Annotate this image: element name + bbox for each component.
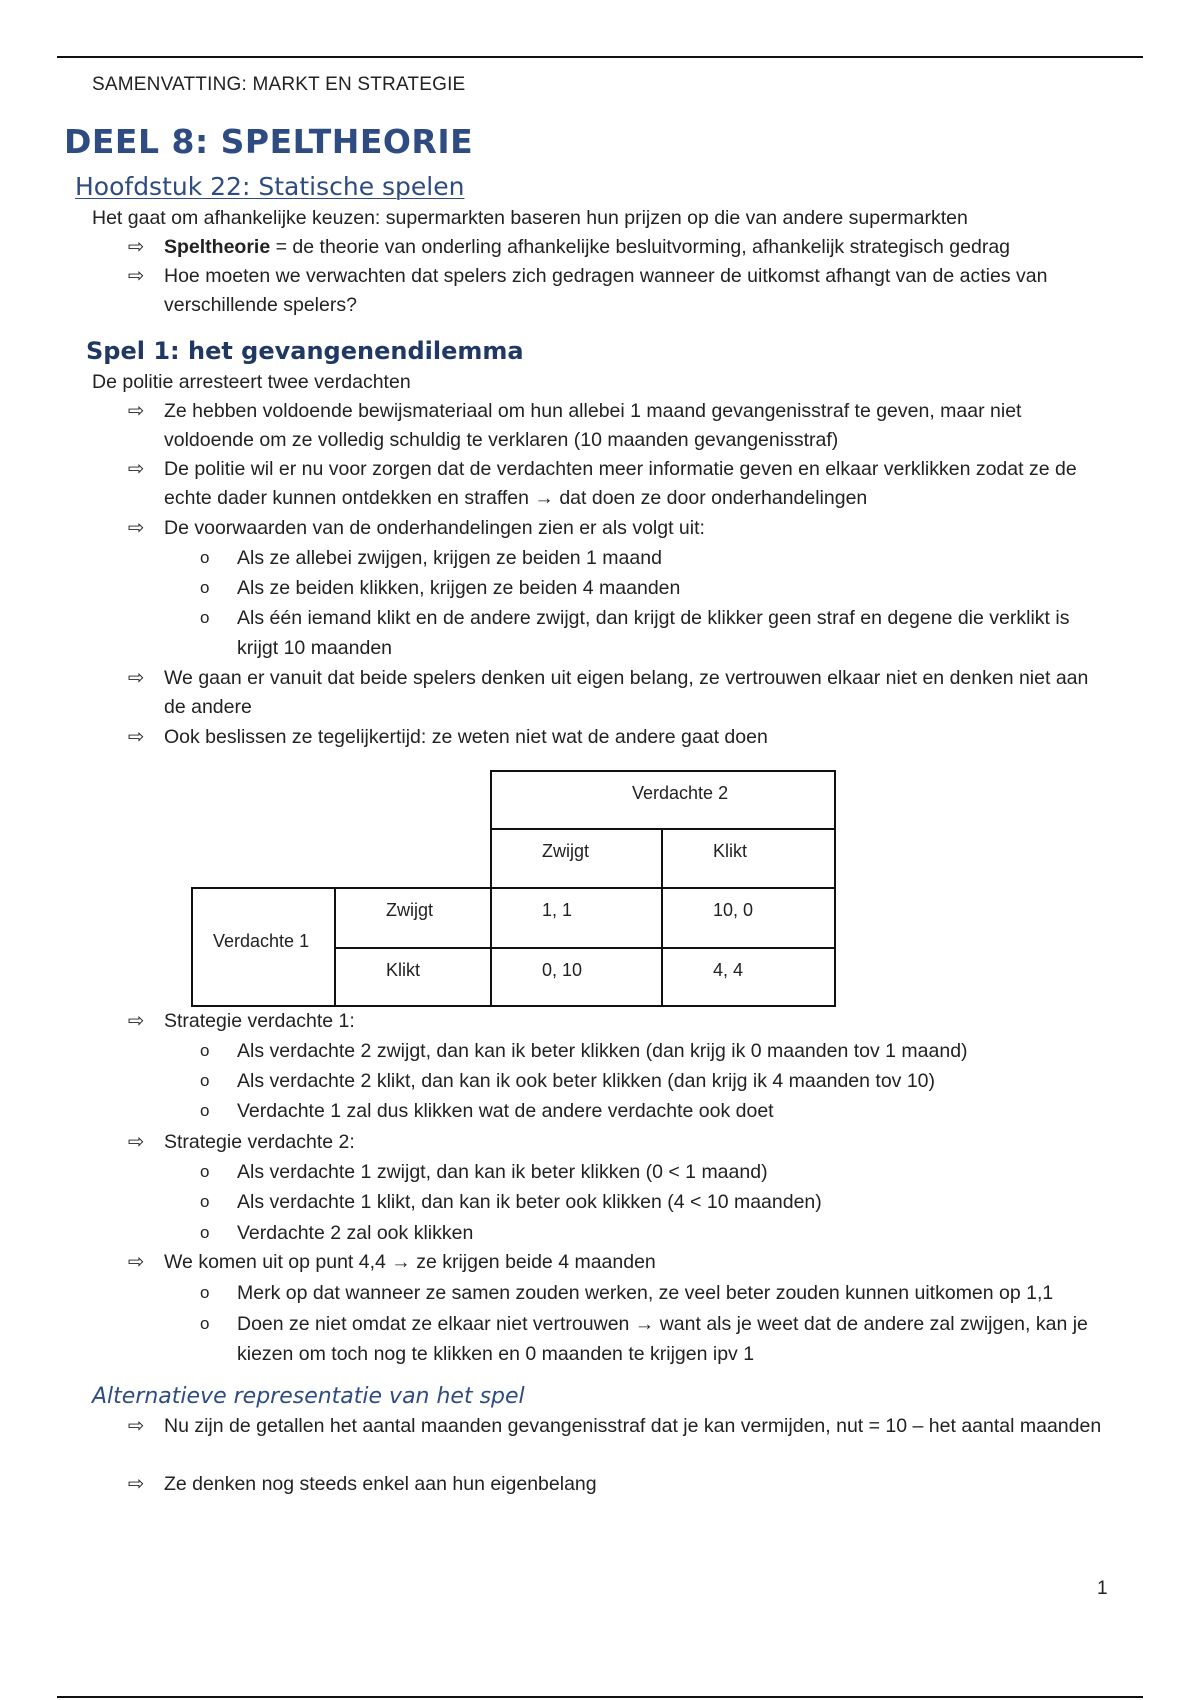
sub-bullet-text: Als verdachte 2 klikt, dan kan ik ook beter klikken (dan krijg ik 4 maanden tov 10) (237, 1070, 936, 1092)
col-header-cell (490, 828, 663, 889)
arrow-bullet-icon: ⇨ (128, 400, 145, 422)
list-item (128, 1248, 1108, 1277)
sub-bullet-text: Als verdachte 2 zwijgt, dan kan ik beter klikken (dan krijg ik 0 maanden tov 1 maand) (237, 1040, 968, 1062)
payoff-cell (661, 887, 836, 949)
chapter-title: Hoofdstuk 22: Statische spelen (75, 172, 465, 201)
circle-bullet-icon: o (200, 1162, 210, 1181)
circle-bullet-icon: o (200, 1314, 210, 1333)
row2-label: Klikt (386, 960, 421, 980)
sub-bullet-text: Als één iemand klikt en de andere zwijgt, dan krijgt de klikker geen straf en degene die verklikt is krijgt 10 maanden (237, 607, 1070, 659)
circle-bullet-icon: o (200, 1283, 210, 1302)
list-item (128, 514, 1108, 543)
section-title: Spel 1: het gevangenendilemma (86, 337, 524, 365)
page-header: SAMENVATTING: MARKT EN STRATEGIE (92, 74, 466, 95)
list-item (128, 1412, 1108, 1441)
sub-bullet-text: Als verdachte 1 klikt, dan kan ik beter ook klikken (4 < 10 maanden) (237, 1191, 822, 1213)
sub-list-item (200, 1066, 1110, 1096)
list-item (128, 262, 1108, 320)
sub-list-item (200, 1096, 1110, 1126)
sub-list-item (200, 1187, 1110, 1217)
circle-bullet-icon: o (200, 1223, 210, 1242)
bullet-text: We komen uit op punt 4,4 → ze krijgen beide 4 maanden (164, 1251, 656, 1273)
sub-bullet-text: Als verdachte 1 zwijgt, dan kan ik beter klikken (0 < 1 maand) (237, 1161, 768, 1183)
bullet-text: Strategie verdachte 1: (164, 1010, 355, 1032)
arrow-bullet-icon: ⇨ (128, 1131, 145, 1153)
list-item (128, 455, 1108, 513)
bullet-text: We gaan er vanuit dat beide spelers denken uit eigen belang, ze vertrouwen elkaar niet en denken niet aan de andere (164, 667, 1089, 718)
arrow-bullet-icon: ⇨ (128, 1251, 145, 1273)
list-item (128, 1470, 1108, 1499)
payoff-cell (490, 887, 663, 949)
player2-header-cell (490, 770, 836, 830)
sub-bullet-text: Verdachte 2 zal ook klikken (237, 1222, 474, 1244)
circle-bullet-icon: o (200, 1101, 210, 1120)
bullet-text: Strategie verdachte 2: (164, 1131, 355, 1153)
bullet-text: Ze hebben voldoende bewijsmateriaal om hun allebei 1 maand gevangenisstraf te geven, maar niet voldoende om ze volledig schuldig te verklaren (10 maanden gevangenisstraf) (164, 400, 1022, 451)
bottom-rule (57, 1696, 1143, 1698)
subsection-title: Alternatieve representatie van het spel (92, 1384, 525, 1409)
bullet-text: De voorwaarden van de onderhandelingen zien er als volgt uit: (164, 517, 705, 539)
payoff-value: 0, 10 (542, 960, 583, 980)
payoff-cell (661, 947, 836, 1007)
list-item (128, 723, 1108, 752)
list-item (128, 664, 1108, 722)
circle-bullet-icon: o (200, 1041, 210, 1060)
section-intro: De politie arresteert twee verdachten (92, 371, 411, 393)
part-title: DEEL 8: SPELTHEORIE (64, 122, 474, 161)
arrow-bullet-icon: ⇨ (128, 1473, 145, 1495)
row-header-cell (334, 887, 492, 949)
row1-label: Zwijgt (386, 900, 434, 920)
arrow-bullet-icon: ⇨ (128, 265, 145, 287)
sub-list-item (200, 1218, 1110, 1248)
bullet-text: Ook beslissen ze tegelijkertijd: ze weten niet wat de andere gaat doen (164, 726, 768, 748)
player1-label: Verdachte 1 (213, 931, 310, 951)
arrow-bullet-icon: ⇨ (128, 458, 145, 480)
arrow-bullet-icon: ⇨ (128, 726, 145, 748)
col1-label: Zwijgt (542, 841, 590, 861)
circle-bullet-icon: o (200, 608, 210, 627)
arrow-bullet-icon: ⇨ (128, 236, 145, 258)
sub-bullet-text: Als ze allebei zwijgen, krijgen ze beiden 1 maand (237, 547, 662, 569)
top-rule (57, 56, 1143, 58)
player2-label: Verdachte 2 (632, 783, 729, 803)
sub-bullet-text: Als ze beiden klikken, krijgen ze beiden 4 maanden (237, 577, 681, 599)
bullet-text: Ze denken nog steeds enkel aan hun eigenbelang (164, 1473, 597, 1495)
player1-header-cell (191, 887, 336, 1007)
circle-bullet-icon: o (200, 578, 210, 597)
list-item (128, 1007, 1108, 1036)
bullet-text: Nu zijn de getallen het aantal maanden gevangenisstraf dat je kan vermijden, nut = 10 – het aantal maanden (164, 1415, 1102, 1437)
list-item (128, 233, 1108, 262)
arrow-bullet-icon: ⇨ (128, 517, 145, 539)
bullet-text: De politie wil er nu voor zorgen dat de verdachten meer informatie geven en elkaar verklikken zodat ze de echte dader kunnen ontdekken en straffen → dat doen ze door onderhandelingen (164, 458, 1077, 509)
sub-list-item (200, 1309, 1110, 1369)
intro-line: Het gaat om afhankelijke keuzen: supermarkten baseren hun prijzen op die van andere supermarkten (92, 207, 968, 229)
arrow-bullet-icon: ⇨ (128, 667, 145, 689)
payoff-cell (490, 947, 663, 1007)
circle-bullet-icon: o (200, 548, 210, 567)
definition: = de theorie van onderling afhankelijke besluitvorming, afhankelijk strategisch gedrag (270, 236, 1011, 258)
sub-list-item (200, 1036, 1110, 1066)
sub-list-item (200, 603, 1110, 663)
sub-list-item (200, 543, 1110, 573)
sub-bullet-text: Doen ze niet omdat ze elkaar niet vertrouwen → want als je weet dat de andere zal zwijgen, kan je kiezen om toch nog te klikken en 0 maanden te krijgen ipv 1 (237, 1313, 1088, 1365)
arrow-bullet-icon: ⇨ (128, 1010, 145, 1032)
payoff-value: 4, 4 (713, 960, 744, 980)
bullet-text: Hoe moeten we verwachten dat spelers zich gedragen wanneer de uitkomst afhangt van de acties van verschillende spelers? (164, 265, 1048, 316)
page-number: 1 (1097, 1578, 1108, 1599)
sub-bullet-text: Merk op dat wanneer ze samen zouden werken, ze veel beter zouden kunnen uitkomen op 1,1 (237, 1282, 1054, 1304)
arrow-bullet-icon: ⇨ (128, 1415, 145, 1437)
list-item (128, 1128, 1108, 1157)
col-header-cell (661, 828, 836, 889)
payoff-value: 10, 0 (713, 900, 754, 920)
circle-bullet-icon: o (200, 1071, 210, 1090)
row-header-cell (334, 947, 492, 1007)
payoff-value: 1, 1 (542, 900, 573, 920)
sub-list-item (200, 1278, 1110, 1308)
sub-list-item (200, 573, 1110, 603)
sub-list-item (200, 1157, 1110, 1187)
term-bold: Speltheorie (164, 236, 271, 258)
list-item (128, 397, 1108, 455)
col2-label: Klikt (713, 841, 748, 861)
sub-bullet-text: Verdachte 1 zal dus klikken wat de andere verdachte ook doet (237, 1100, 774, 1122)
circle-bullet-icon: o (200, 1192, 210, 1211)
